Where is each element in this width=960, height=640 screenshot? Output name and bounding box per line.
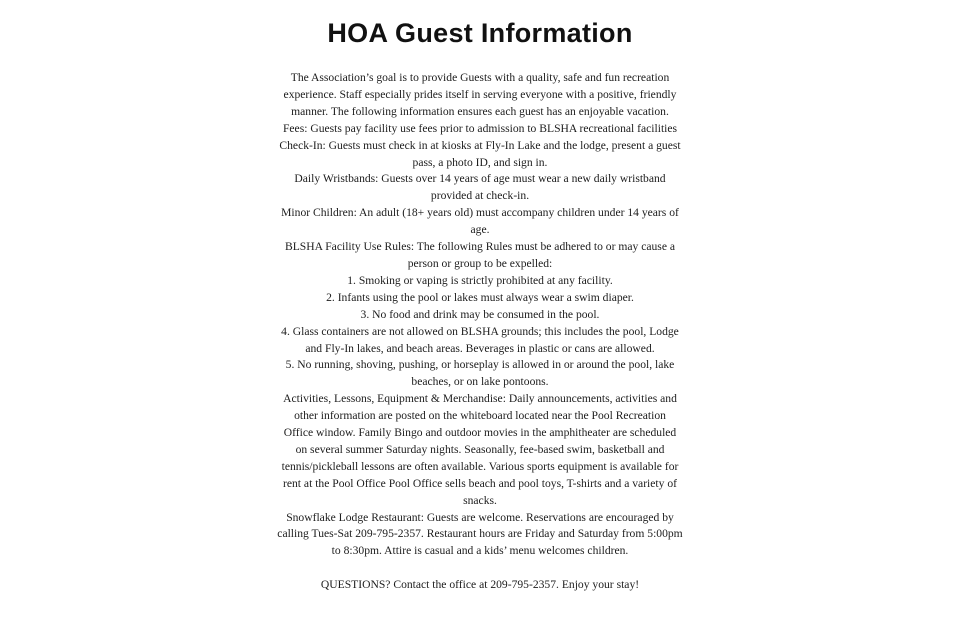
- activities-line-4: on several summer Saturday nights. Seasonally, fee-based swim, basketball and: [295, 442, 665, 456]
- paragraph-spacer: [245, 560, 715, 577]
- restaurant-line-1: Snowflake Lodge Restaurant: Guests are welcome. Reservations are encouraged by: [286, 510, 674, 524]
- document-title: HOA Guest Information: [327, 18, 633, 48]
- rule-1: 1. Smoking or vaping is strictly prohibited at any facility.: [347, 273, 613, 287]
- activities-line-7: snacks.: [463, 493, 497, 507]
- fees-line: Fees: Guests pay facility use fees prior to admission to BLSHA recreational facilities: [282, 121, 678, 135]
- intro-line-3: manner. The following information ensures each guest has an enjoyable vacation.: [291, 104, 669, 118]
- activities-line-3: Office window. Family Bingo and outdoor movies in the amphitheater are scheduled: [283, 426, 677, 440]
- intro-line-1: The Association’s goal is to provide Guests with a quality, safe and fun recreation: [290, 71, 670, 84]
- rule-4-line-1: 4. Glass containers are not allowed on BLSHA grounds; this includes the pool, Lodge: [281, 324, 679, 338]
- restaurant-line-2: calling Tues-Sat 209-795-2357. Restaurant hours are Friday and Saturday from 5:00pm: [277, 527, 683, 541]
- activities-line-2: other information are posted on the whiteboard located near the Pool Recreation: [294, 409, 666, 423]
- rule-3: 3. No food and drink may be consumed in the pool.: [360, 307, 600, 321]
- rules-intro-line-1: BLSHA Facility Use Rules: The following Rules must be adhered to or may cause a: [284, 240, 676, 254]
- check-in-line-1: Check-In: Guests must check in at kiosks at Fly-In Lake and the lodge, present a guest: [279, 138, 681, 152]
- activities-line-1: Activities, Lessons, Equipment & Merchandise: Daily announcements, activities and: [283, 392, 677, 406]
- restaurant-line-3: to 8:30pm. Attire is casual and a kids’ menu welcomes children.: [331, 544, 629, 558]
- rules-intro-line-2: person or group to be expelled:: [407, 256, 553, 270]
- rule-2: 2. Infants using the pool or lakes must always wear a swim diaper.: [326, 290, 634, 304]
- closing-line: QUESTIONS? Contact the office at 209-795-2357. Enjoy your stay!: [320, 578, 640, 592]
- rule-4-line-2: and Fly-In lakes, and beach areas. Beverages in plastic or cans are allowed.: [305, 341, 655, 355]
- intro-line-2: experience. Staff especially prides itself in serving everyone with a positive, friendly: [283, 87, 677, 101]
- wristbands-line-2: provided at check-in.: [430, 189, 530, 203]
- wristbands-line-1: Daily Wristbands: Guests over 14 years of age must wear a new daily wristband: [294, 172, 666, 186]
- minor-children-line-2: age.: [470, 223, 490, 237]
- check-in-line-2: pass, a photo ID, and sign in.: [412, 155, 548, 169]
- rule-5-line-2: beaches, or on lake pontoons.: [411, 375, 549, 389]
- minor-children-line-1: Minor Children: An adult (18+ years old) must accompany children under 14 years of: [281, 206, 679, 220]
- activities-line-5: tennis/pickleball lessons are often available. Various sports equipment is available for: [281, 459, 679, 473]
- activities-line-6: rent at the Pool Office Pool Office sells beach and pool toys, T-shirts and a variety of: [283, 476, 677, 490]
- document-body: [245, 70, 715, 594]
- rule-5-line-1: 5. No running, shoving, pushing, or horseplay is allowed in or around the pool, lake: [285, 358, 675, 372]
